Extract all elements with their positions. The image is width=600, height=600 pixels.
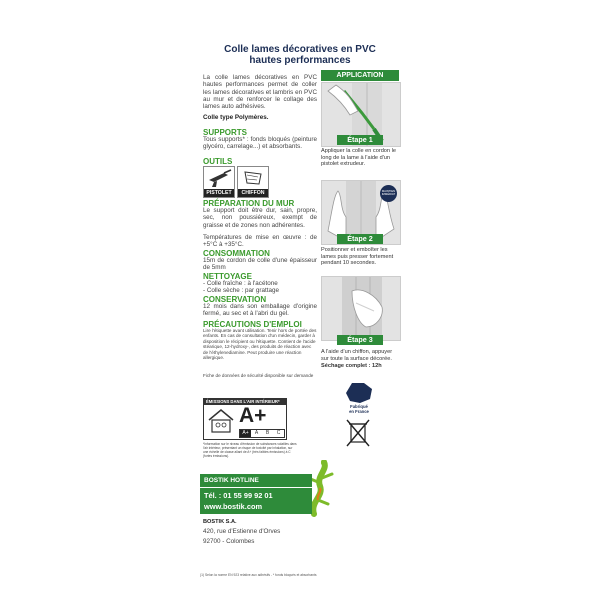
scale-b: B xyxy=(265,430,270,436)
precautions-text: Lire l'étiquette avant utilisation. Tenir hors de portée des enfants. En cas de consultation d'un médecin, garder à disposition le récipient ou l'étiquette. Contient de l'acide stéarique, 12-hydroxy-, des produits de réaction avec de l'éthylenediamine. Peut produire une réaction allergique. xyxy=(203,328,317,361)
nettoyage-heading: NETTOYAGE xyxy=(203,272,252,281)
tool-label-pistolet: PISTOLET xyxy=(204,189,234,197)
precautions-sds: Fiche de données de sécurité disponible sur demande xyxy=(203,373,314,378)
supports-text: Tous supports* : fonds bloqués (peinture glycéro, carrelage...) et absorbants. xyxy=(203,136,317,151)
step3-label: Étape 3 xyxy=(337,335,383,345)
hotline-website[interactable]: www.bostik.com xyxy=(204,502,263,511)
preparation-text: Le support doit être dur, sain, propre, sec, non poussiéreux, exempt de graisse et de zones non adhérentes. xyxy=(203,207,317,229)
house-icon xyxy=(207,408,235,434)
nettoyage-line2: - Colle sèche : par grattage xyxy=(203,287,279,294)
scale-c: C xyxy=(276,430,281,436)
intro-text: La colle lames décoratives en PVC hautes performances permet de coller les lames décoratives et lambris en PVC au mur et de renforcer le collage des lames auto adhésives. xyxy=(203,74,317,111)
hotline-title: BOSTIK HOTLINE xyxy=(200,474,312,488)
application-heading: APPLICATION xyxy=(321,70,399,81)
address-company: BOSTIK S.A. xyxy=(203,519,237,525)
consommation-text: 15m de cordon de colle d'une épaisseur de 5mm xyxy=(203,257,317,272)
step1-label: Étape 1 xyxy=(337,135,383,145)
cloth-icon xyxy=(238,167,268,188)
emissions-title: ÉMISSIONS DANS L'AIR INTÉRIEUR* xyxy=(204,399,286,405)
conservation-text: 12 mois dans son emballage d'origine fermé, au sec et à l'abri du gel. xyxy=(203,303,317,318)
scale-a-plus: A+ xyxy=(240,430,251,437)
step3-text: A l'aide d'un chiffon, appuyer sur toute la surface décorée. xyxy=(321,349,393,362)
scale-a: A xyxy=(254,430,259,436)
preparation-temp: Températures de mise en œuvre : de +5°C à +35°C. xyxy=(203,234,317,249)
footnote: (1) Selon la norme EN 923 relative aux adhésifs - * fonds bloqués et absorbants xyxy=(200,573,317,577)
page-title: Colle lames décoratives en PVC hautes performances xyxy=(224,44,376,66)
glue-gun-icon xyxy=(204,167,234,188)
address-city: 92700 - Colombes xyxy=(203,538,255,545)
address-street: 420, rue d'Estienne d'Orves xyxy=(203,528,281,535)
step3-note: Séchage complet : 12h xyxy=(321,363,382,369)
emissions-note: *Information sur le niveau d'émission de substances volatiles dans l'air intérieur, présentant un risque de toxicité par inhalation, sur une échelle de classe allant de A+ (très faibles émissions) à C (fortes émissions). xyxy=(203,442,297,458)
precautions-heading: PRÉCAUTIONS D'EMPLOI xyxy=(203,320,302,329)
chiffon-tile xyxy=(237,166,269,198)
consommation-heading: CONSOMMATION xyxy=(203,249,270,258)
emissions-scale xyxy=(239,429,285,438)
hotline-phone: Tél. : 01 55 99 92 01 xyxy=(204,491,273,500)
france-map-icon xyxy=(344,381,374,405)
emissions-label xyxy=(203,398,287,440)
tool-label-chiffon: CHIFFON xyxy=(238,189,268,197)
step3-hand-cloth-icon xyxy=(322,277,400,340)
crossed-bin-icon xyxy=(345,418,371,448)
maintien-badge: MAINTIEN IMMÉDIAT xyxy=(380,185,397,202)
step3-illustration xyxy=(321,276,401,341)
preparation-heading: PRÉPARATION DU MUR xyxy=(203,199,295,208)
conservation-heading: CONSERVATION xyxy=(203,295,267,304)
hotline-box xyxy=(200,474,312,514)
emissions-grade: A+ xyxy=(239,404,267,427)
step2-text: Positionner et emboîter les lames puis presser fortement pendant 10 secondes. xyxy=(321,247,394,266)
intro-type: Colle type Polymères. xyxy=(203,114,269,121)
pistolet-tile xyxy=(203,166,235,198)
step2-label: Étape 2 xyxy=(337,234,383,244)
step1-text: Appliquer la colle en cordon le long de la lame à l'aide d'un pistolet extrudeur. xyxy=(321,148,396,167)
fabrique-label: Fabriqué en France xyxy=(349,404,369,414)
supports-heading: SUPPORTS xyxy=(203,128,248,137)
outils-heading: OUTILS xyxy=(203,157,233,166)
nettoyage-line1: - Colle fraîche : à l'acétone xyxy=(203,280,278,287)
